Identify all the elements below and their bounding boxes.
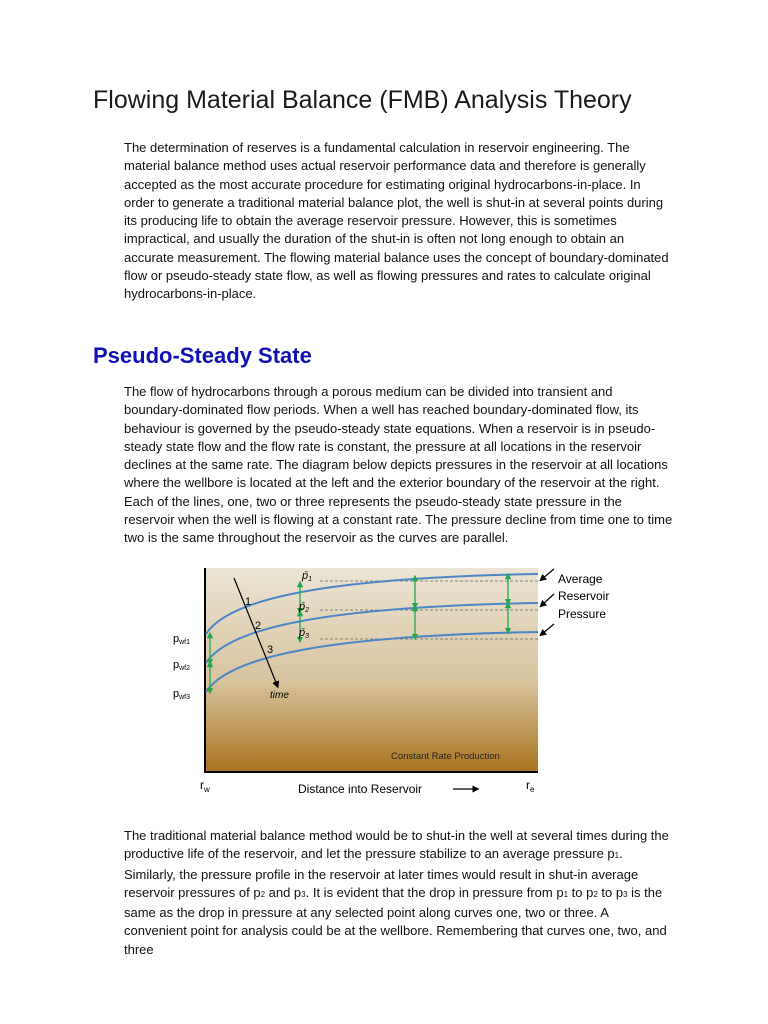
curve-number-1: 1: [245, 596, 252, 608]
page-title: Flowing Material Balance (FMB) Analysis Theory: [93, 86, 632, 114]
section-heading: Pseudo-Steady State: [93, 343, 312, 368]
pbar-label-3: p̄3: [299, 627, 310, 640]
time-label: time: [270, 690, 289, 701]
figure-caption: Constant Rate Production: [391, 751, 500, 762]
callout-arrow: [542, 569, 554, 579]
pbar-label-1: p̄1: [302, 570, 313, 583]
intro-paragraph: The determination of reserves is a fundamental calculation in reservoir engineering. The material balance method uses actual reservoir performance data and therefore is generally accepted as the most accurate procedure for estimating original hydrocarbons-in-place. In order to generate a traditional material balance plot, the well is shut-in at several points during its producing life to obtain the average reservoir pressure. However, this is sometimes impractical, and usually the duration of the shut-in is often not long enough to obtain an accurate measurement. The flowing material balance uses the concept of boundary-dominated flow or pseudo-steady state flow, as well as flowing pressures and rates to calculate original hydrocarbons-in-place.: [124, 140, 669, 302]
curve-number-3: 3: [267, 644, 274, 656]
avg-label-line-1: Average: [558, 572, 603, 586]
pwf-label-2: pwf2: [173, 659, 191, 672]
avg-label-line-3: Pressure: [558, 607, 607, 621]
final-paragraph: The traditional material balance method would be to shut-in the well at several times during the productive life of the reservoir, and let the pressure stabilize to an average pressure p1. Similarly, the pressure profile in the reservoir at later times would result in shut-in average reservoir pressures of p2 and p3. It is evident that the drop in pressure from p1 to p2 to p3 is the same as the drop in pressure at any selected point along curves one, two or three. A convenient point for analysis could be at the wellbore. Remembering that curves one, two, and three: [124, 828, 669, 957]
pwf-label-3: pwf3: [173, 688, 191, 701]
callout-arrow: [542, 624, 554, 634]
plot-area: [204, 568, 538, 772]
curve-number-2: 2: [255, 620, 262, 632]
pss-paragraph: The flow of hydrocarbons through a porous medium can be divided into transient and boundary-dominated flow periods. When a well has reached boundary-dominated flow, its behaviour is governed by the pseudo-steady state equations. When a reservoir is in pseudo-steady state flow and the flow rate is constant, the pressure at all locations in the reservoir declines at the same rate. The diagram below depicts pressures in the reservoir at all locations where the wellbore is located at the left and the exterior boundary of the reservoir at the right. Each of the lines, one, two or three represents the pseudo-steady state pressure in the reservoir when the well is flowing at a constant rate. The pressure decline from time one to time two is the same throughout the reservoir as the curves are parallel.: [124, 384, 673, 546]
pbar-label-2: p̄2: [299, 601, 310, 614]
x-axis-label: Distance into Reservoir: [298, 782, 423, 796]
pressure-profile-figure: [168, 560, 628, 805]
re-label: $r_e$: [526, 778, 535, 794]
avg-label-line-2: Reservoir: [558, 589, 610, 603]
pwf-label-1: pwf1: [173, 633, 191, 646]
callout-arrow: [542, 594, 554, 605]
rw-label: $r_w$: [200, 778, 210, 794]
